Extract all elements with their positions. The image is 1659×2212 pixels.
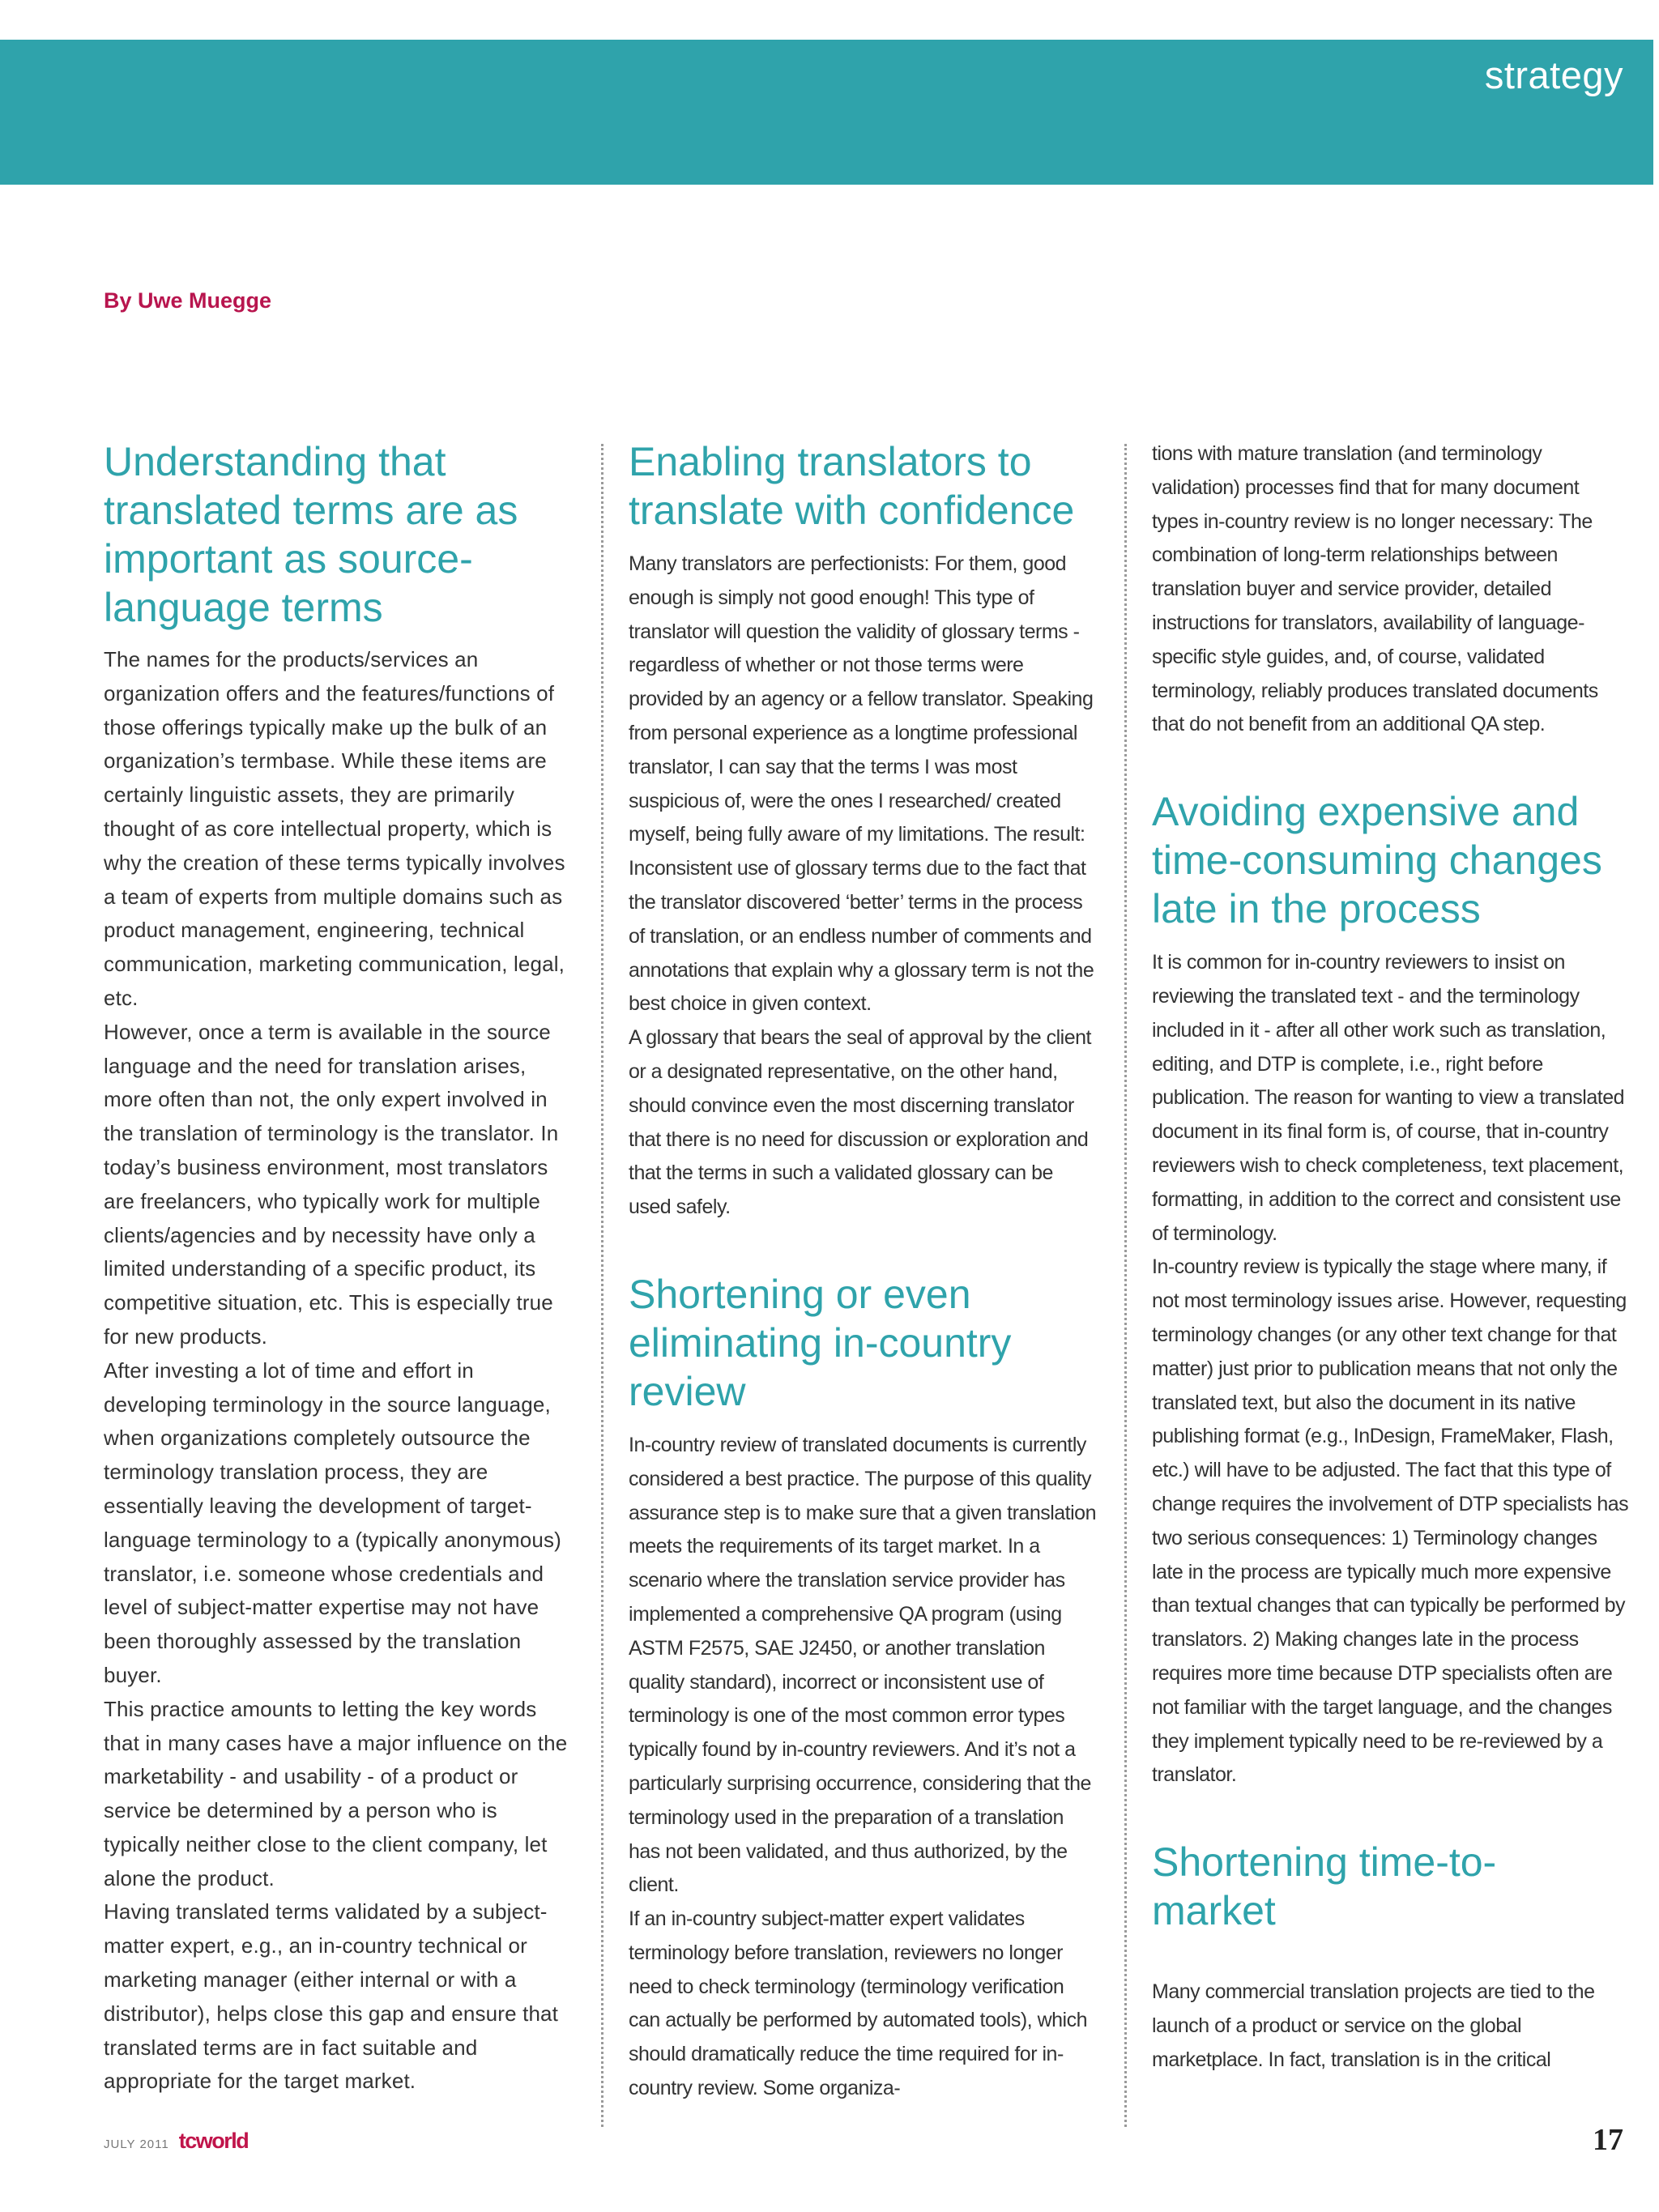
paragraph-continuation: tions with mature translation (and terminology validation) processes find that for many document types in-country review is no longer necessary: The combination of long-term relationships between translation buyer and service provider, detailed instructions for translators, availability of language-specific style guides, and, of course, validated terminology, reliably produces translated documents that do not benefit from an additional QA step. <box>1152 442 1598 736</box>
column-divider <box>1124 444 1127 2127</box>
column-1 <box>104 437 574 2138</box>
magazine-logo: tcworld <box>178 2129 249 2153</box>
heading-time-to-market: Shortening time-to-market <box>1152 1839 1497 1934</box>
heading-avoiding-changes: Avoiding expensive and time-consuming changes late in the process <box>1152 789 1602 932</box>
paragraph: A glossary that bears the seal of approval by the client or a designated representative, on the other hand, should convince even the most discerning translator that there is no need for discussion or exploration and that the terms in such a validated glossary can be used safely. <box>629 1026 1091 1219</box>
column-3 <box>1152 437 1630 2138</box>
heading-enabling-translators: Enabling translators to translate with confidence <box>629 439 1075 533</box>
footer <box>104 2129 248 2154</box>
column-divider <box>601 444 603 2127</box>
paragraph: However, once a term is available in the source language and the need for translation arises, more often than not, the only expert involved in the translation of terminology is the translator. In today’s business environment, most translators are freelancers, who typically work for multiple clients/agencies and by necessity have only a limited understanding of a specific product, its competitive situation, etc. This is especially true for new products. <box>104 1019 559 1349</box>
paragraph: Many commercial translation projects are tied to the launch of a product or service on the global marketplace. In fact, translation is in the critical <box>1152 1980 1595 2071</box>
paragraph: If an in-country subject-matter expert validates terminology before translation, reviewers no longer need to check terminology (terminology verification can actually be performed by automated tools), which should dramatically reduce the time required for in-country review. Some organiza- <box>629 1907 1087 2100</box>
column-2 <box>629 437 1098 2138</box>
section-label: strategy <box>1484 53 1623 96</box>
heading-translated-terms: Understanding that translated terms are as important as source-language terms <box>104 439 518 630</box>
paragraph: Having translated terms validated by a subject-matter expert, e.g., an in-country technical or marketing manager (either internal or with a distributor), helps close this gap and ensure that translated terms are in fact suitable and appropriate for the target market. <box>104 1899 559 2094</box>
page-number: 17 <box>1593 2123 1623 2157</box>
paragraph: After investing a lot of time and effort in developing terminology in the source language, when organizations completely outsource the terminology translation process, they are essentially leaving the development of target-language terminology to a (typically anonymous) translator, i.e. someone whose credentials and level of subject-matter expertise may not have been thoroughly assessed by the translation buyer. <box>104 1357 561 1687</box>
paragraph: This practice amounts to letting the key words that in many cases have a major influence on the marketability - and usability - of a product or service be determined by a person who is typically neither close to the client company, let alone the product. <box>104 1696 568 1890</box>
header-band <box>0 40 1653 185</box>
paragraph: In-country review of translated documents is currently considered a best practice. The purpose of this quality assurance step is to make sure that a given translation meets the requirements of its target market. In a scenario where the translation service provider has implemented a comprehensive QA program (using ASTM F2575, SAE J2450, or another translation quality standard), incorrect or inconsistent use of terminology is one of the most common error types typically found by in-country reviewers. And it’s not a particularly surprising occurrence, considering that the terminology used in the preparation of a translation has not been validated, and thus authorized, by the client. <box>629 1433 1096 1897</box>
paragraph: It is common for in-country reviewers to insist on reviewing the translated text - and the terminology included in it - after all other work such as translation, editing, and DTP is complete, i.e., right before publication. The reason for wanting to view a translated document in its final form is, of course, that in-country reviewers wish to check completeness, text placement, formatting, in addition to the correct and consistent use of terminology. <box>1152 951 1625 1245</box>
paragraph: Many translators are perfectionists: For them, good enough is simply not good enough! This type of translator will question the validity of glossary terms - regardless of whether or not those terms were provided by an agency or a fellow translator. Speaking from personal experience as a longtime professional translator, I can say that the terms I was most suspicious of, were the ones I researched/ created myself, being fully aware of my limitations. The result: Inconsistent use of glossary terms due to the fact that the translator discovered ‘better’ terms in the process of translation, or an endless number of comments and annotations that explain why a glossary term is not the best choice in given context. <box>629 552 1094 1016</box>
byline: By Uwe Muegge <box>104 288 272 313</box>
heading-shortening-review: Shortening or even eliminating in-country review <box>629 1271 1012 1414</box>
issue-date: JULY 2011 <box>104 2137 169 2151</box>
paragraph: In-country review is typically the stage where many, if not most terminology issues arise. However, requesting terminology changes (or any other text change for that matter) just prior to publication means that not only the translated text, but also the document in its native publishing format (e.g., InDesign, FrameMaker, Flash, etc.) will have to be adjusted. The fact that this type of change requires the involvement of DTP specialists has two serious consequences: 1) Terminology changes late in the process are typically much more expensive than textual changes that can typically be performed by translators. 2) Making changes late in the process requires more time because DTP specialists often are not familiar with the target language, and the changes they implement typically need to be re-reviewed by a translator. <box>1152 1255 1629 1787</box>
paragraph: The names for the products/services an organization offers and the features/functions of those offerings typically make up the bulk of an organization’s termbase. While these items are certainly linguistic assets, they are primarily thought of as core intellectual property, which is why the creation of these terms typically involves a team of experts from multiple domains such as product management, engineering, technical communication, marketing communication, legal, etc. <box>104 647 565 1010</box>
